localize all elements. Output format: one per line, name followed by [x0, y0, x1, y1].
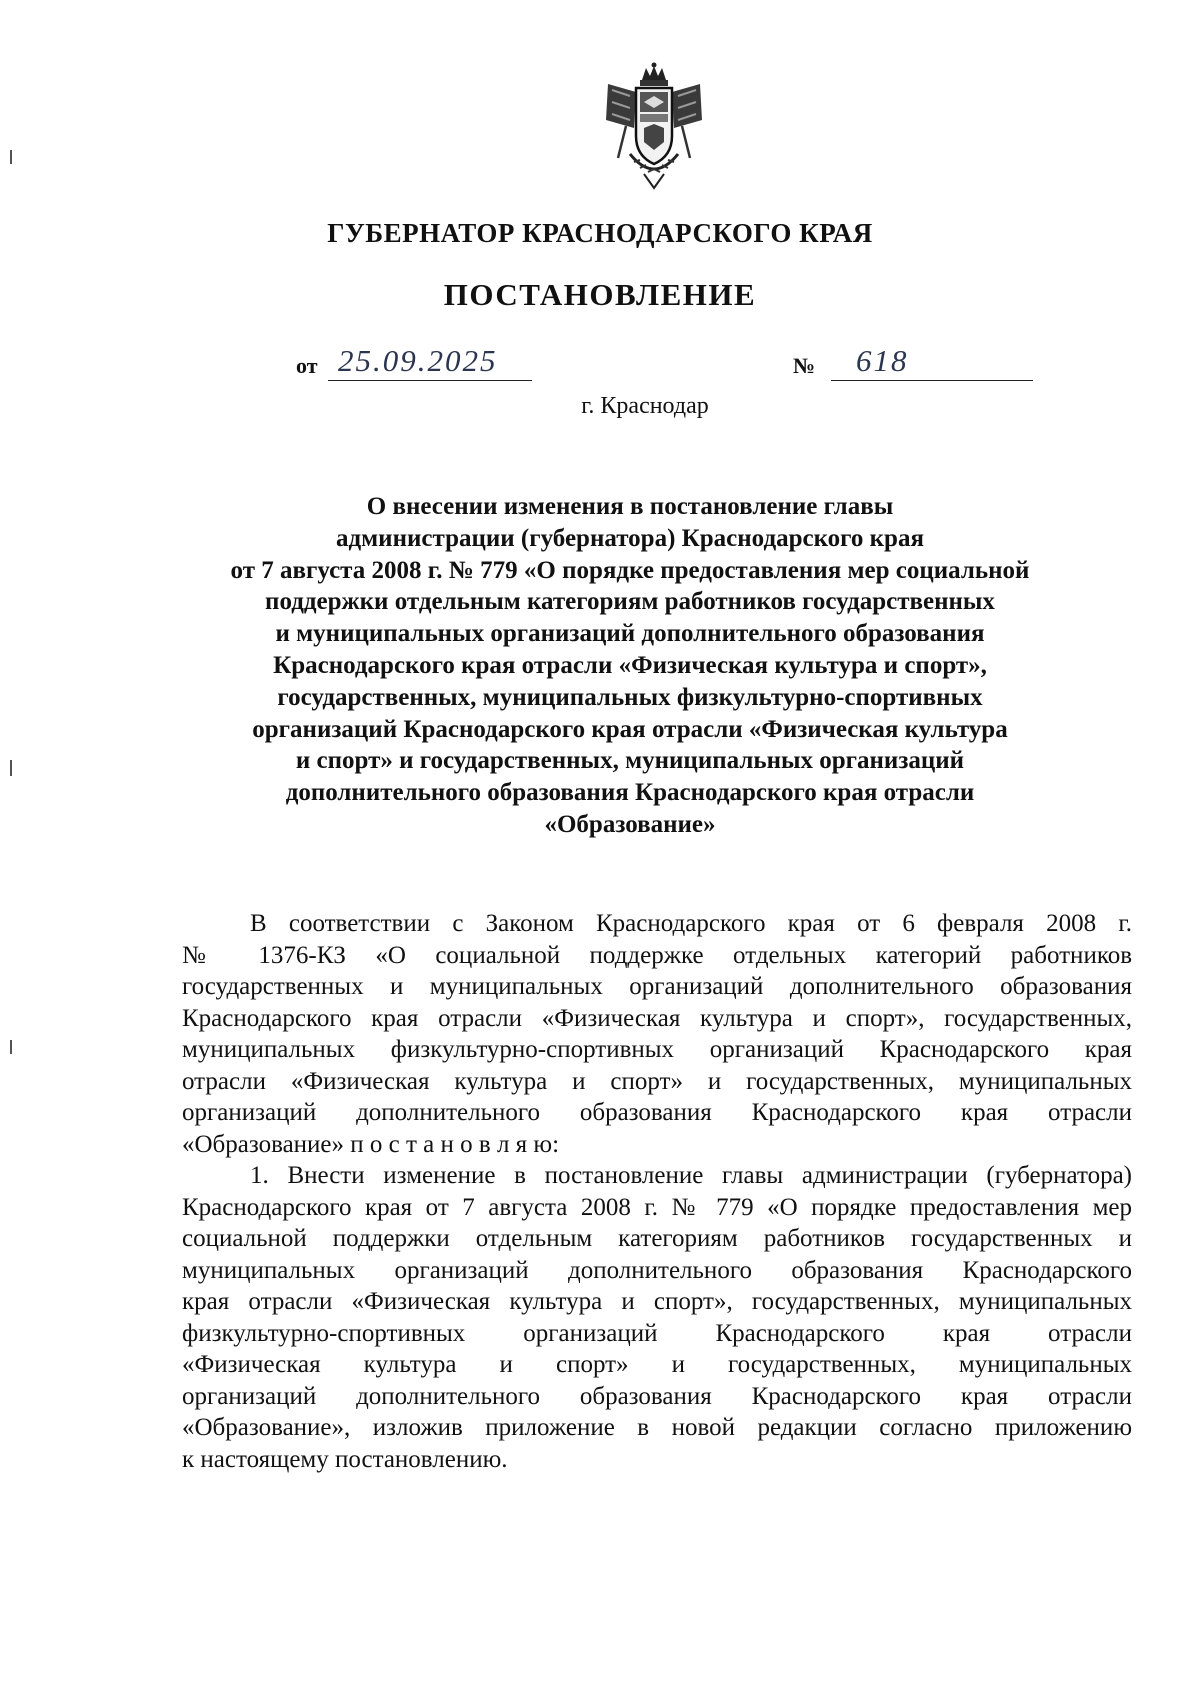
body-line: организаций дополнительного образования Краснодарского края отрасли [182, 1382, 1132, 1410]
subject-line: администрации (губернатора) Краснодарского края [336, 524, 924, 552]
subject-line: и спорт» и государственных, муниципальных организаций [295, 747, 965, 775]
body-line: организаций дополнительного образования Краснодарского края отрасли [182, 1099, 1132, 1126]
date-number-row [296, 343, 1036, 383]
body-line: В соответствии с Законом Краснодарского края от 6 февраля 2008 г. [250, 910, 1132, 937]
body-line: № 1376-КЗ «О социальной поддержке отдельных категорий работников [182, 941, 1132, 969]
scan-margin-mark [10, 1040, 12, 1054]
body-line: к настоящему постановлению. [182, 1445, 508, 1473]
issuing-authority: ГУБЕРНАТОР КРАСНОДАРСКОГО КРАЯ [327, 218, 873, 248]
subject-line: государственных, муниципальных физкультурно-спортивных [277, 683, 983, 711]
body-line: Краснодарского края отрасли «Физическая культура и спорт», государственных, [182, 1004, 1132, 1032]
date-underline [328, 380, 532, 381]
body-line: физкультурно-спортивных организаций Краснодарского края отрасли [182, 1319, 1132, 1347]
body-line: края отрасли «Физическая культура и спорт», государственных, муниципальных [182, 1288, 1132, 1315]
city-place: г. Краснодар [581, 393, 709, 419]
number-label: № [793, 353, 816, 378]
date-label: от [296, 353, 318, 378]
body-line: 1. Внести изменение в постановление главы администрации (губернатора) [250, 1162, 1132, 1189]
preamble-paragraph [182, 908, 1132, 1160]
subject-line: О внесении изменения в постановление главы [366, 493, 894, 520]
body-line: отрасли «Физическая культура и спорт» и государственных, муниципальных [182, 1067, 1132, 1095]
body-line: социальной поддержки отдельным категориям работников государственных и [182, 1225, 1132, 1252]
handwritten-number: 618 [856, 343, 909, 378]
scan-margin-mark [10, 150, 12, 164]
handwritten-date: 25.09.2025 [338, 343, 498, 378]
subject-line: от 7 августа 2008 г. № 779 «О порядке предоставления мер социальной [230, 556, 1030, 584]
subject-line: и муниципальных организаций дополнительного образования [275, 620, 985, 648]
document-subject-title [180, 491, 1080, 841]
body-line: муниципальных организаций дополнительного образования Краснодарского [182, 1256, 1132, 1284]
document-type-title: ПОСТАНОВЛЕНИЕ [443, 277, 757, 312]
body-line: «Физическая культура и спорт» и государственных, муниципальных [182, 1351, 1132, 1378]
number-underline [831, 380, 1033, 381]
body-line: государственных и муниципальных организаций дополнительного образования [182, 973, 1132, 1000]
subject-line: организаций Краснодарского края отрасли «Физическая культура [252, 715, 1008, 743]
document-body [182, 908, 1132, 1475]
body-line: Краснодарского края от 7 августа 2008 г. № 779 «О порядке предоставления мер [182, 1193, 1132, 1221]
body-line: муниципальных физкультурно-спортивных организаций Краснодарского края [182, 1036, 1132, 1063]
subject-line: Краснодарского края отрасли «Физическая культура и спорт», [273, 651, 987, 679]
body-line: «Образование», изложив приложение в новой редакции согласно приложению [182, 1414, 1132, 1441]
body-line: «Образование» п о с т а н о в л я ю: [182, 1130, 560, 1158]
scan-margin-mark [10, 760, 12, 776]
subject-line: «Образование» [544, 810, 716, 838]
coat-of-arms-emblem [600, 62, 708, 190]
clause-1-paragraph [182, 1160, 1132, 1475]
subject-line: поддержки отдельным категориям работников государственных [265, 588, 995, 616]
subject-line: дополнительного образования Краснодарского края отрасли [285, 779, 975, 807]
